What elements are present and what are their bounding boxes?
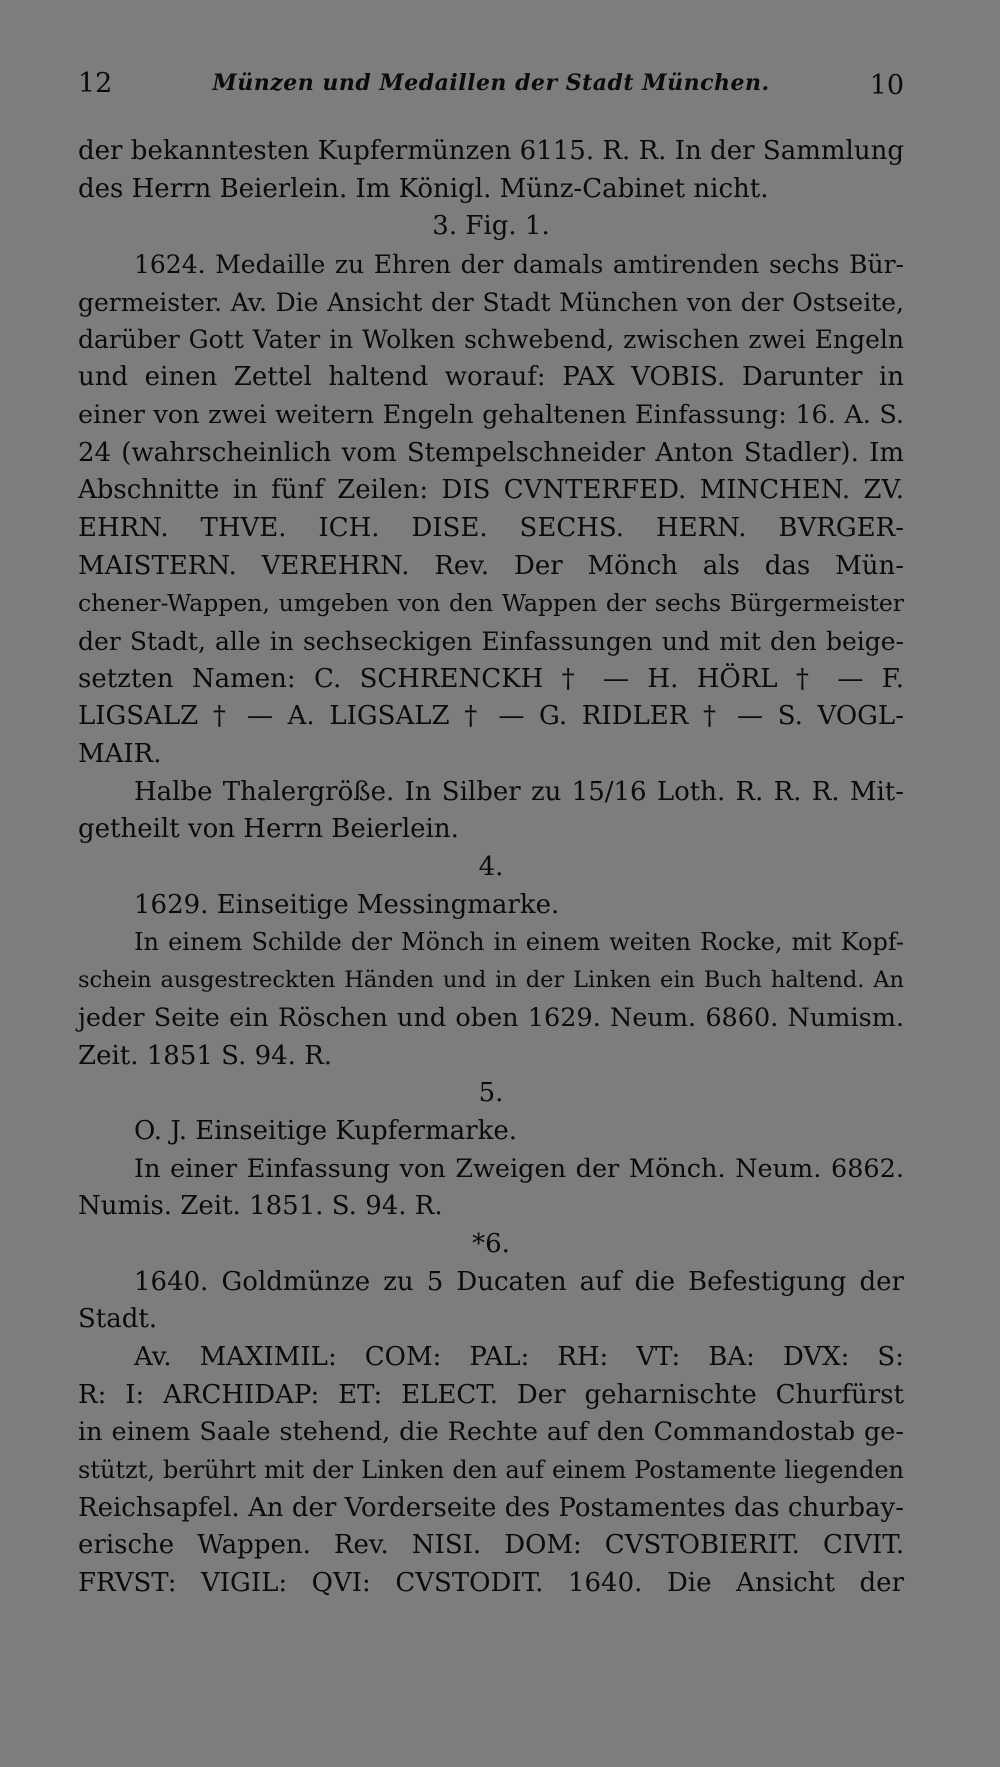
text-line: 1640. Goldmünze zu 5 Ducaten auf die Befestigung der [134,1266,904,1297]
text-line: Zeit. 1851 S. 94. R. [78,1040,333,1071]
section-heading: 4. [478,852,504,883]
text-line: der bekanntesten Kupfermünzen 6115. R. R. In der Sammlung [78,136,904,166]
text-line: FRVST: VIGIL: QVI: CVSTODIT. 1640. Die Ansicht der [78,1568,904,1599]
text-line: Reichsapfel. An der Vorderseite des Postamentes das churbay- [78,1492,904,1523]
text-line: Stadt. [78,1304,158,1335]
text-line: schein ausgestreckten Händen und in der Linken ein Buch haltend. An [78,967,904,994]
text-line: stützt, berührt mit der Linken den auf einem Postamente liegenden [78,1456,904,1485]
text-line: setzten Namen: C. SCHRENCKH † — H. HÖRL † — F. [78,663,904,694]
text-line: chener-Wappen, umgeben von den Wappen der sechs Bürgermeister [78,589,904,618]
text-line: der Stadt, alle in sechseckigen Einfassungen und mit den beige- [78,626,904,656]
text-line: O. J. Einseitige Kupfermarke. [134,1115,518,1146]
text-line: In einer Einfassung von Zweigen der Mönch. Neum. 6862. [134,1153,904,1184]
running-title: Münzen und Medaillen der Stadt München. [212,70,770,96]
text-line: Av. MAXIMIL: COM: PAL: RH: VT: BA: DVX: S: [134,1342,904,1372]
text-line: R: I: ARCHIDAP: ET: ELECT. Der geharnischte Churfürst [78,1379,904,1410]
text-line: Numis. Zeit. 1851. S. 94. R. [78,1191,443,1222]
text-line: MAIR. [78,739,162,769]
text-line: Abschnitte in fünf Zeilen: DIS CVNTERFED. MINCHEN. ZV. [78,475,904,506]
page-body [78,133,904,1603]
text-line: In einem Schilde der Mönch in einem weiten Rocke, mit Kopf- [134,928,904,957]
section-heading: *6. [472,1228,510,1259]
text-line: Halbe Thalergröße. In Silber zu 15/16 Loth. R. R. R. Mit- [134,776,904,807]
text-line: 1624. Medaille zu Ehren der damals amtirenden sechs Bür- [134,250,904,280]
section-heading: 5. [478,1078,504,1109]
page-header [78,68,904,108]
page-number-left: 12 [78,68,113,99]
text-line: des Herrn Beierlein. Im Königl. Münz-Cabinet nicht. [78,173,769,204]
text-line: getheilt von Herrn Beierlein. [78,814,459,845]
text-line: EHRN. THVE. ICH. DISE. SECHS. HERN. BVRGER- [78,512,904,543]
text-line: einer von zwei weitern Engeln gehaltenen Einfassung: 16. A. S. [78,399,904,430]
section-heading: 3. Fig. 1. [432,211,550,242]
text-line: darüber Gott Vater in Wolken schwebend, zwischen zwei Engeln [78,325,904,355]
text-line: jeder Seite ein Röschen und oben 1629. Neum. 6860. Numism. [78,1002,904,1033]
text-line: erische Wappen. Rev. NISI. DOM: CVSTOBIERIT. CIVIT. [78,1530,904,1561]
text-line: LIGSALZ † — A. LIGSALZ † — G. RIDLER † — S. VOGL- [78,701,904,732]
book-page [78,0,904,1767]
page-number-right: 10 [869,70,904,101]
text-line: germeister. Av. Die Ansicht der Stadt München von der Ostseite, [78,287,904,317]
text-line: 1629. Einseitige Messingmarke. [134,889,560,920]
text-line: in einem Saale stehend, die Rechte auf den Commandostab ge- [78,1417,904,1448]
text-line: MAISTERN. VEREHRN. Rev. Der Mönch als das Mün- [78,550,904,581]
text-line: 24 (wahrscheinlich vom Stempelschneider Anton Stadler). Im [78,437,904,468]
text-line: und einen Zettel haltend worauf: PAX VOBIS. Darunter in [78,362,904,393]
